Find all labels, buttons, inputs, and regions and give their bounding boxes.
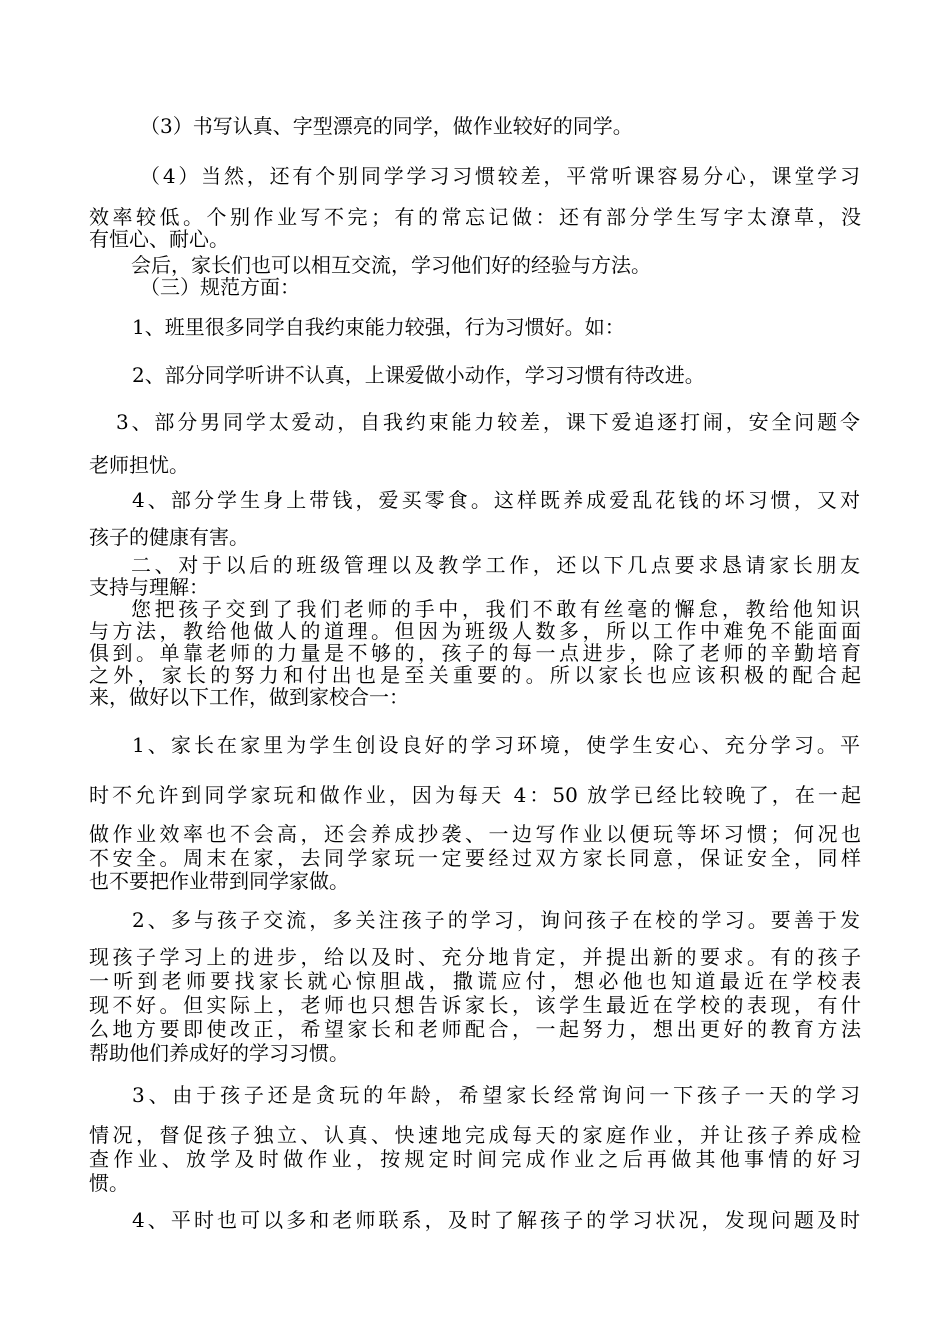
text-line: 孩子的健康有害。 [89,525,249,549]
text-line: 1、班里很多同学自我约束能力较强，行为习惯好。如： [132,315,625,339]
text-line: 查作业、放学及时做作业，按规定时间完成作业之后再做其他事情的好习 [89,1147,861,1171]
text-line: 效率较低。个别作业写不完；有的常忘记做：还有部分学生写字太潦草，没 [89,205,861,229]
text-line: 么地方要即使改正，希望家长和老师配合，一起努力，想出更好的教育方法 [89,1017,861,1041]
text-line: 惯。 [89,1171,129,1195]
text-line: 做作业效率也不会高，还会养成抄袭、一边写作业以便玩等坏习惯；何况也 [89,822,861,846]
text-line: 2、部分同学听讲不认真，上课爱做小动作，学习习惯有待改进。 [132,363,705,387]
text-line: 现孩子学习上的进步，给以及时、充分地肯定，并提出新的要求。有的孩子 [89,945,861,969]
text-line: （三）规范方面： [140,275,300,299]
text-line: 时不允许到同学家玩和做作业，因为每天 4：50 放学已经比较晚了，在一起 [89,783,861,807]
text-line: 支持与理解： [89,575,209,599]
text-line: 会后，家长们也可以相互交流，学习他们好的经验与方法。 [131,253,651,277]
text-line: 3、由于孩子还是贪玩的年龄，希望家长经常询问一下孩子一天的学习 [132,1083,860,1107]
text-line: （4）当然，还有个别同学学习习惯较差，平常听课容易分心，课堂学习 [140,164,860,188]
text-line: 与方法，教给他做人的道理。但因为班级人数多，所以工作中难免不能面面 [89,619,861,643]
text-line: 现不好。但实际上，老师也只想告诉家长，该学生最近在学校的表现，有什 [89,993,861,1017]
text-line: 之外，家长的努力和付出也是至关重要的。所以家长也应该积极的配合起 [89,663,861,687]
text-line: 帮助他们养成好的学习习惯。 [89,1041,349,1065]
text-line: 2、多与孩子交流，多关注孩子的学习，询问孩子在校的学习。要善于发 [132,908,860,932]
text-line: 俱到。单靠老师的力量是不够的，孩子的每一点进步，除了老师的辛勤培育 [89,641,861,665]
text-line: 来，做好以下工作，做到家校合一： [89,685,409,709]
text-line: 不安全。周末在家，去同学家玩一定要经过双方家长同意，保证安全，同样 [89,846,861,870]
text-line: 老师担忧。 [89,453,189,477]
text-line: 二、对于以后的班级管理以及教学工作，还以下几点要求恳请家长朋友 [131,553,860,577]
text-line: 有恒心、耐心。 [89,227,229,251]
text-line: 4、平时也可以多和老师联系，及时了解孩子的学习状况，发现问题及时 [132,1208,860,1232]
text-line: 情况，督促孩子独立、认真、快速地完成每天的家庭作业，并让孩子养成检 [89,1123,861,1147]
text-line: （3）书写认真、字型漂亮的同学，做作业较好的同学。 [140,114,633,138]
text-line: 4、部分学生身上带钱，爱买零食。这样既养成爱乱花钱的坏习惯，又对 [132,488,860,512]
text-line: 1、家长在家里为学生创设良好的学习环境，使学生安心、充分学习。平 [132,733,860,757]
text-line: 您把孩子交到了我们老师的手中，我们不敢有丝毫的懈怠，教给他知识 [131,597,860,621]
text-line: 也不要把作业带到同学家做。 [89,869,349,893]
text-line: 一听到老师要找家长就心惊胆战，撒谎应付，想必他也知道最近在学校表 [89,969,861,993]
text-line: 3、部分男同学太爱动，自我约束能力较差，课下爱追逐打闹，安全问题令 [116,410,860,434]
